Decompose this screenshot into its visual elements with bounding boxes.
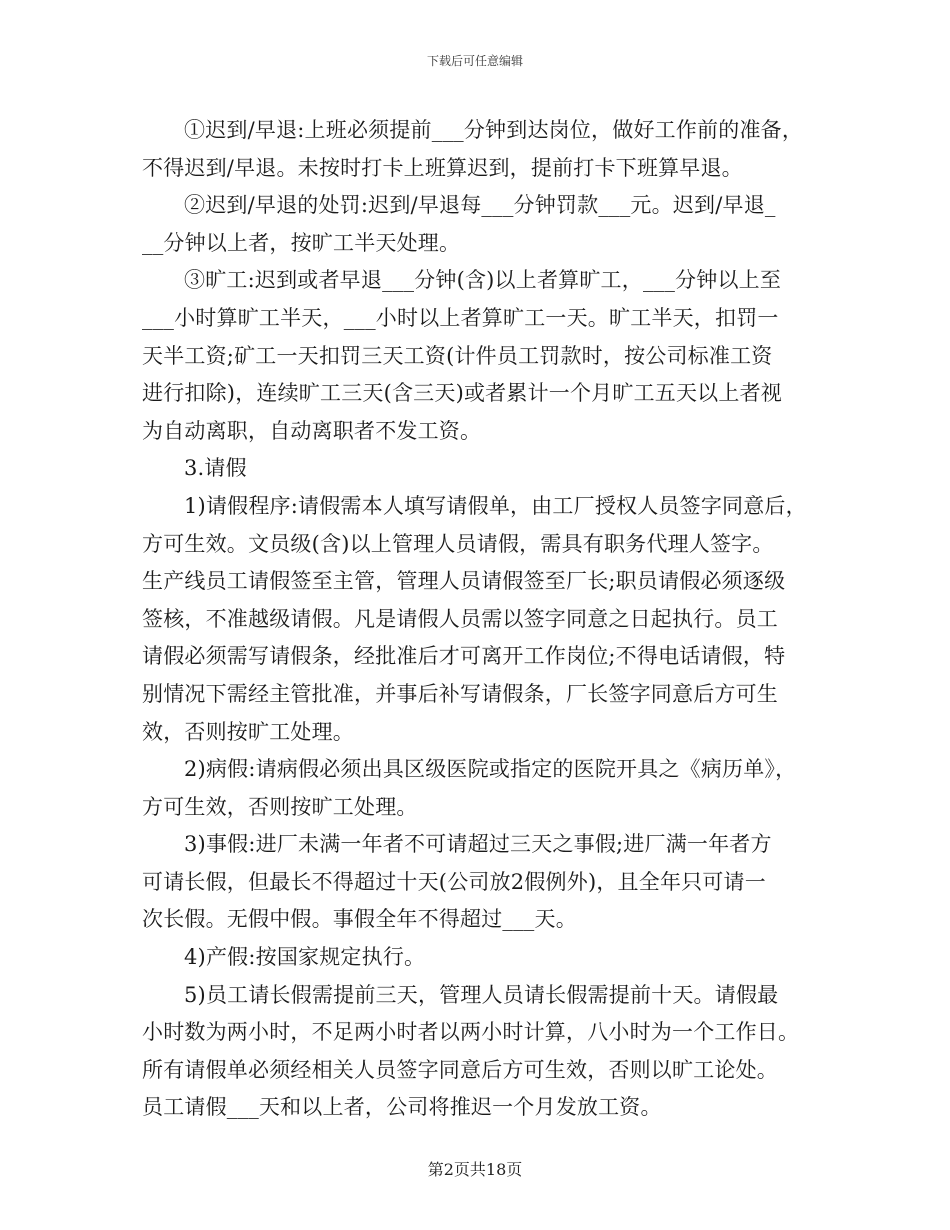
- text-line: 别情况下需经主管批准，并事后补写请假条，厂长签字同意后方可生: [142, 681, 778, 706]
- text-line: 方可生效。文员级(含)以上管理人员请假，需具有职务代理人签字。: [142, 531, 774, 556]
- text-line: 1)请假程序:请假需本人填写请假单，由工厂授权人员签字同意后，: [184, 493, 807, 518]
- text-line: ②迟到/早退的处罚:迟到/早退每___分钟罚款___元。迟到/早退_: [184, 193, 776, 218]
- text-line: 员工请假___天和以上者，公司将推迟一个月发放工资。: [142, 1095, 662, 1120]
- page-footer: 第2页共18页: [427, 1160, 523, 1179]
- text-line: 为自动离职，自动离职者不发工资。: [142, 418, 482, 443]
- text-line: 小时数为两小时，不足两小时者以两小时计算，八小时为一个工作日。: [142, 1020, 800, 1045]
- text-line: __分钟以上者，按旷工半天处理。: [142, 230, 461, 255]
- page-header: 下载后可任意编辑: [426, 54, 523, 68]
- text-line: 所有请假单必须经相关人员签字同意后方可生效，否则以旷工论处。: [142, 1057, 778, 1082]
- text-line: 签核，不准越级请假。凡是请假人员需以签字同意之日起执行。员工: [142, 606, 778, 631]
- text-line: 2)病假:请病假必须出具区级医院或指定的医院开具之《病历单》，: [184, 757, 797, 782]
- text-line: 天半工资;矿工一天扣罚三天工资(计件员工罚款时，按公司标准工资: [142, 343, 773, 368]
- text-line: 5)员工请长假需提前三天，管理人员请长假需提前十天。请假最: [184, 982, 779, 1007]
- text-line: 可请长假，但最长不得超过十天(公司放2假例外)，且全年只可请一: [142, 869, 766, 894]
- text-line: ①迟到/早退:上班必须提前___分钟到达岗位，做好工作前的准备，: [184, 118, 804, 142]
- text-line: 3.请假: [184, 456, 247, 481]
- text-line: 请假必须需写请假条，经批准后才可离开工作岗位;不得电话请假，特: [142, 644, 786, 669]
- text-line: 生产线员工请假签至主管，管理人员请假签至厂长;职员请假必须逐级: [142, 569, 786, 594]
- text-line: 不得迟到/早退。未按时打卡上班算迟到，提前打卡下班算早退。: [142, 155, 743, 180]
- document-body: [142, 112, 832, 1127]
- text-line: 效，否则按旷工处理。: [142, 719, 354, 744]
- text-line: ___小时算旷工半天，___小时以上者算旷工一天。旷工半天，扣罚一: [142, 305, 779, 330]
- text-line: 3)事假:进厂未满一年者不可请超过三天之事假;进厂满一年者方: [184, 832, 772, 857]
- text-line: 4)产假:按国家规定执行。: [184, 945, 426, 970]
- text-line: 方可生效，否则按旷工处理。: [142, 794, 418, 819]
- text-line: ③旷工:迟到或者早退___分钟(含)以上者算旷工，___分钟以上至: [184, 268, 782, 293]
- text-line: 进行扣除)，连续旷工三天(含三天)或者累计一个月旷工五天以上者视: [142, 381, 782, 406]
- text-line: 次长假。无假中假。事假全年不得超过___天。: [142, 907, 577, 932]
